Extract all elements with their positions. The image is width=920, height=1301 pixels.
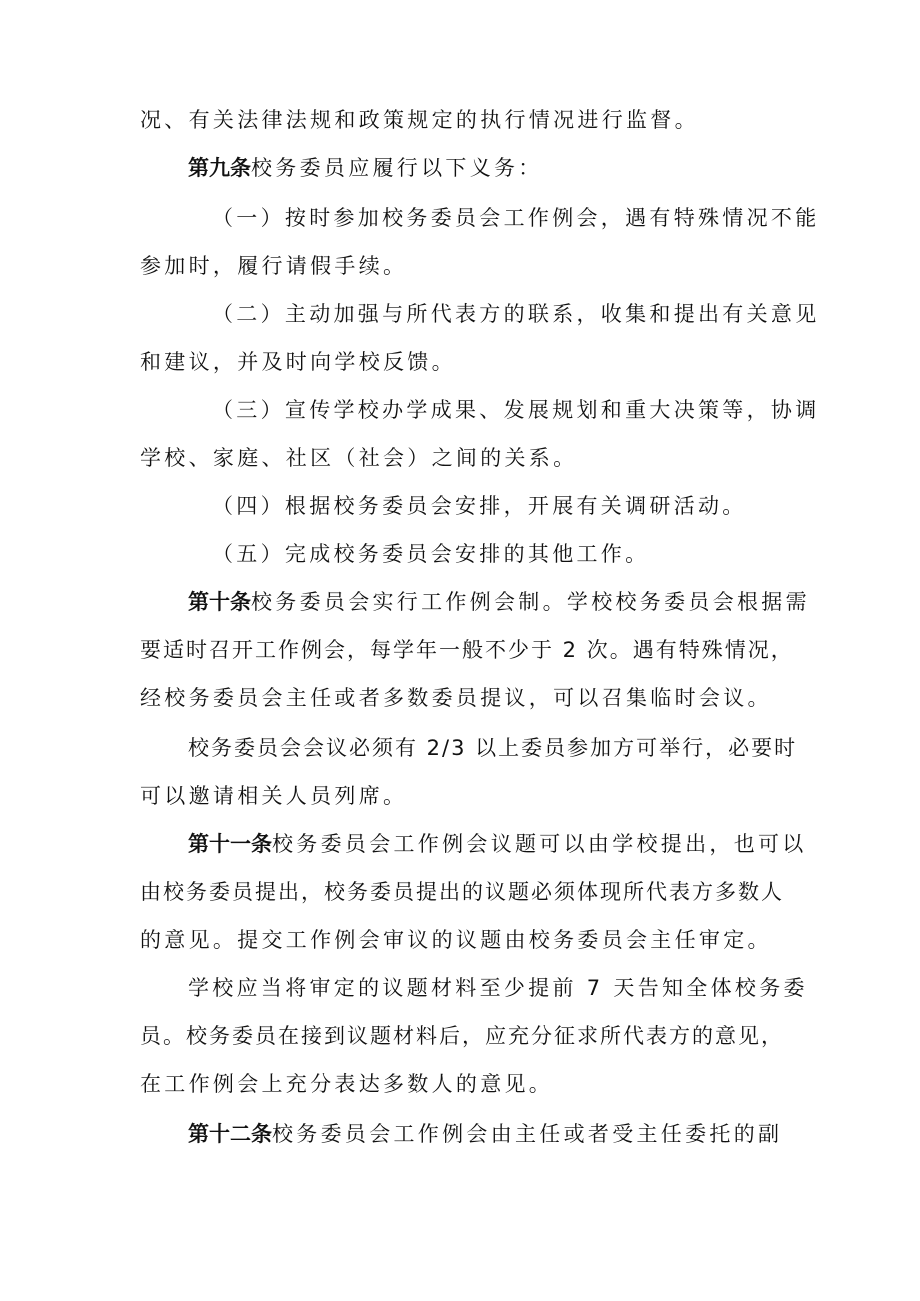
list-item-line	[0, 290, 920, 338]
list-item-line	[0, 386, 920, 434]
paragraph-text: 学校应当将审定的议题材料至少提前 7 天告知全体校务委	[188, 976, 808, 1000]
paragraph-text: 要适时召开工作例会，每学年一般不少于 2 次。遇有特殊情况，	[140, 638, 794, 662]
text-line	[0, 772, 920, 820]
paragraph-text: 员。校务委员在接到议题材料后，应充分征求所代表方的意见，	[140, 1024, 784, 1048]
paragraph-text: 校务委员会实行工作例会制。学校校务委员会根据需	[251, 590, 810, 614]
paragraph-text: 校务委员会工作例会议题可以由学校提出，也可以	[272, 832, 807, 856]
paragraph-text: 由校务委员提出，校务委员提出的议题必须体现所代表方多数人	[140, 880, 784, 904]
article-label: 第九条	[188, 156, 251, 180]
paragraph-text: 和建议，并及时向学校反馈。	[140, 350, 456, 374]
paragraph-text: 学校、家庭、社区（社会）之间的关系。	[140, 446, 578, 470]
paragraph-text: 校务委员会会议必须有 2/3 以上委员参加方可举行，必要时	[188, 736, 798, 760]
text-line	[0, 338, 920, 386]
text-line	[0, 1012, 920, 1060]
paragraph-text: 可以邀请相关人员列席。	[140, 784, 408, 808]
article-heading-line	[0, 578, 920, 626]
paragraph-text: 经校务委员会主任或者多数委员提议，可以召集临时会议。	[140, 686, 772, 710]
paragraph-text: 校务委员会工作例会由主任或者受主任委托的副	[272, 1122, 783, 1146]
text-line	[0, 724, 920, 772]
text-line	[0, 434, 920, 482]
article-label: 第十一条	[188, 832, 272, 856]
text-line	[0, 916, 920, 964]
list-item-line	[0, 194, 920, 242]
paragraph-text: 况、有关法律法规和政策规定的执行情况进行监督。	[140, 108, 699, 132]
paragraph-text: （二）主动加强与所代表方的联系，收集和提出有关意见	[212, 302, 820, 326]
text-line	[0, 674, 920, 722]
paragraph-text: （一）按时参加校务委员会工作例会，遇有特殊情况不能	[212, 206, 820, 230]
list-item-line	[0, 530, 920, 578]
paragraph-text: 的意见。提交工作例会审议的议题由校务委员会主任审定。	[140, 928, 772, 952]
paragraph-text: （五）完成校务委员会安排的其他工作。	[212, 542, 650, 566]
paragraph-text: （四）根据校务委员会安排，开展有关调研活动。	[212, 494, 747, 518]
paragraph-text: （三）宣传学校办学成果、发展规划和重大决策等，协调	[212, 398, 820, 422]
paragraph-text: 校务委员应履行以下义务：	[251, 156, 543, 180]
text-line	[0, 242, 920, 290]
article-heading-line	[0, 820, 920, 868]
text-line	[0, 1060, 920, 1108]
paragraph-text: 在工作例会上充分表达多数人的意见。	[140, 1072, 554, 1096]
list-item-line	[0, 482, 920, 530]
article-label: 第十二条	[188, 1122, 272, 1146]
article-heading-line	[0, 144, 920, 192]
text-line	[0, 868, 920, 916]
paragraph-text: 参加时，履行请假手续。	[140, 254, 408, 278]
text-line	[0, 964, 920, 1012]
text-line	[0, 96, 920, 144]
article-label: 第十条	[188, 590, 251, 614]
article-heading-line	[0, 1110, 920, 1158]
text-line	[0, 626, 920, 674]
